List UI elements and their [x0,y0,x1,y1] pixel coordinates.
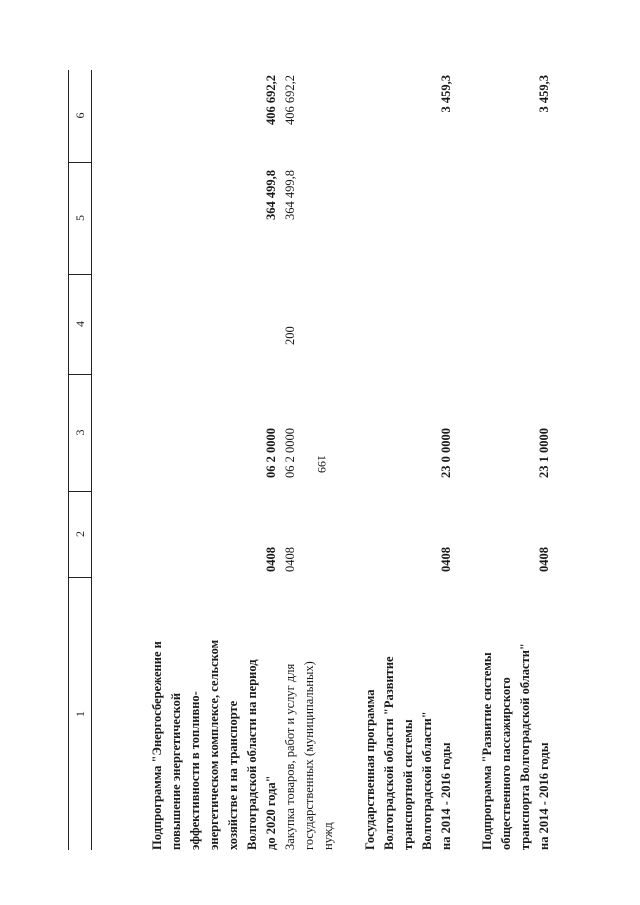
row-target-code: 06 2 0000 [283,428,297,478]
header-col-2: 2 [69,491,91,578]
row-amount-2: 3 459,3 [537,75,551,113]
header-col-1: 1 [73,711,87,717]
row-section: 0408 [283,547,297,572]
row-amount-1: 364 499,8 [283,170,297,220]
row-expense-type: 200 [283,326,297,345]
row-amount-2: 406 692,2 [264,75,278,125]
table-header [68,70,92,850]
row-amount-2: 406 692,2 [283,75,297,125]
row-name: Государственная программа Волгоградской области "Развитие транспортной системы Волгоградской области" на 2014 - 2016 годы [363,656,453,850]
row-target-code: 23 1 0000 [537,428,551,478]
row-section: 0408 [439,547,453,572]
row-name: Подпрограмма "Энергосбережение и повышение энергетической эффективности в топливно- энергетическом комплексе, сельском хозяйстве и на транспорте Волгоградской области на период до 2020 года" [150,639,278,850]
row-amount-2: 3 459,3 [439,75,453,113]
row-target-code: 06 2 0000 [264,428,278,478]
header-col-3: 3 [69,374,91,492]
row-section: 0408 [264,547,278,572]
page-number: 199 [315,455,329,473]
header-col-5: 5 [69,162,91,275]
header-col-4: 4 [69,274,91,375]
row-section: 0408 [537,547,551,572]
header-col-6: 6 [69,69,91,163]
budget-table [68,70,588,850]
row-target-code: 23 0 0000 [439,428,453,478]
row-amount-1: 364 499,8 [264,170,278,220]
row-name: Закупка товаров, работ и услуг для государственных (муниципальных) нужд [283,661,335,850]
row-name: Подпрограмма "Развитие системы общественного пассажирского транспорта Волгоградской области" на 2014 - 2016 годы [480,643,551,850]
